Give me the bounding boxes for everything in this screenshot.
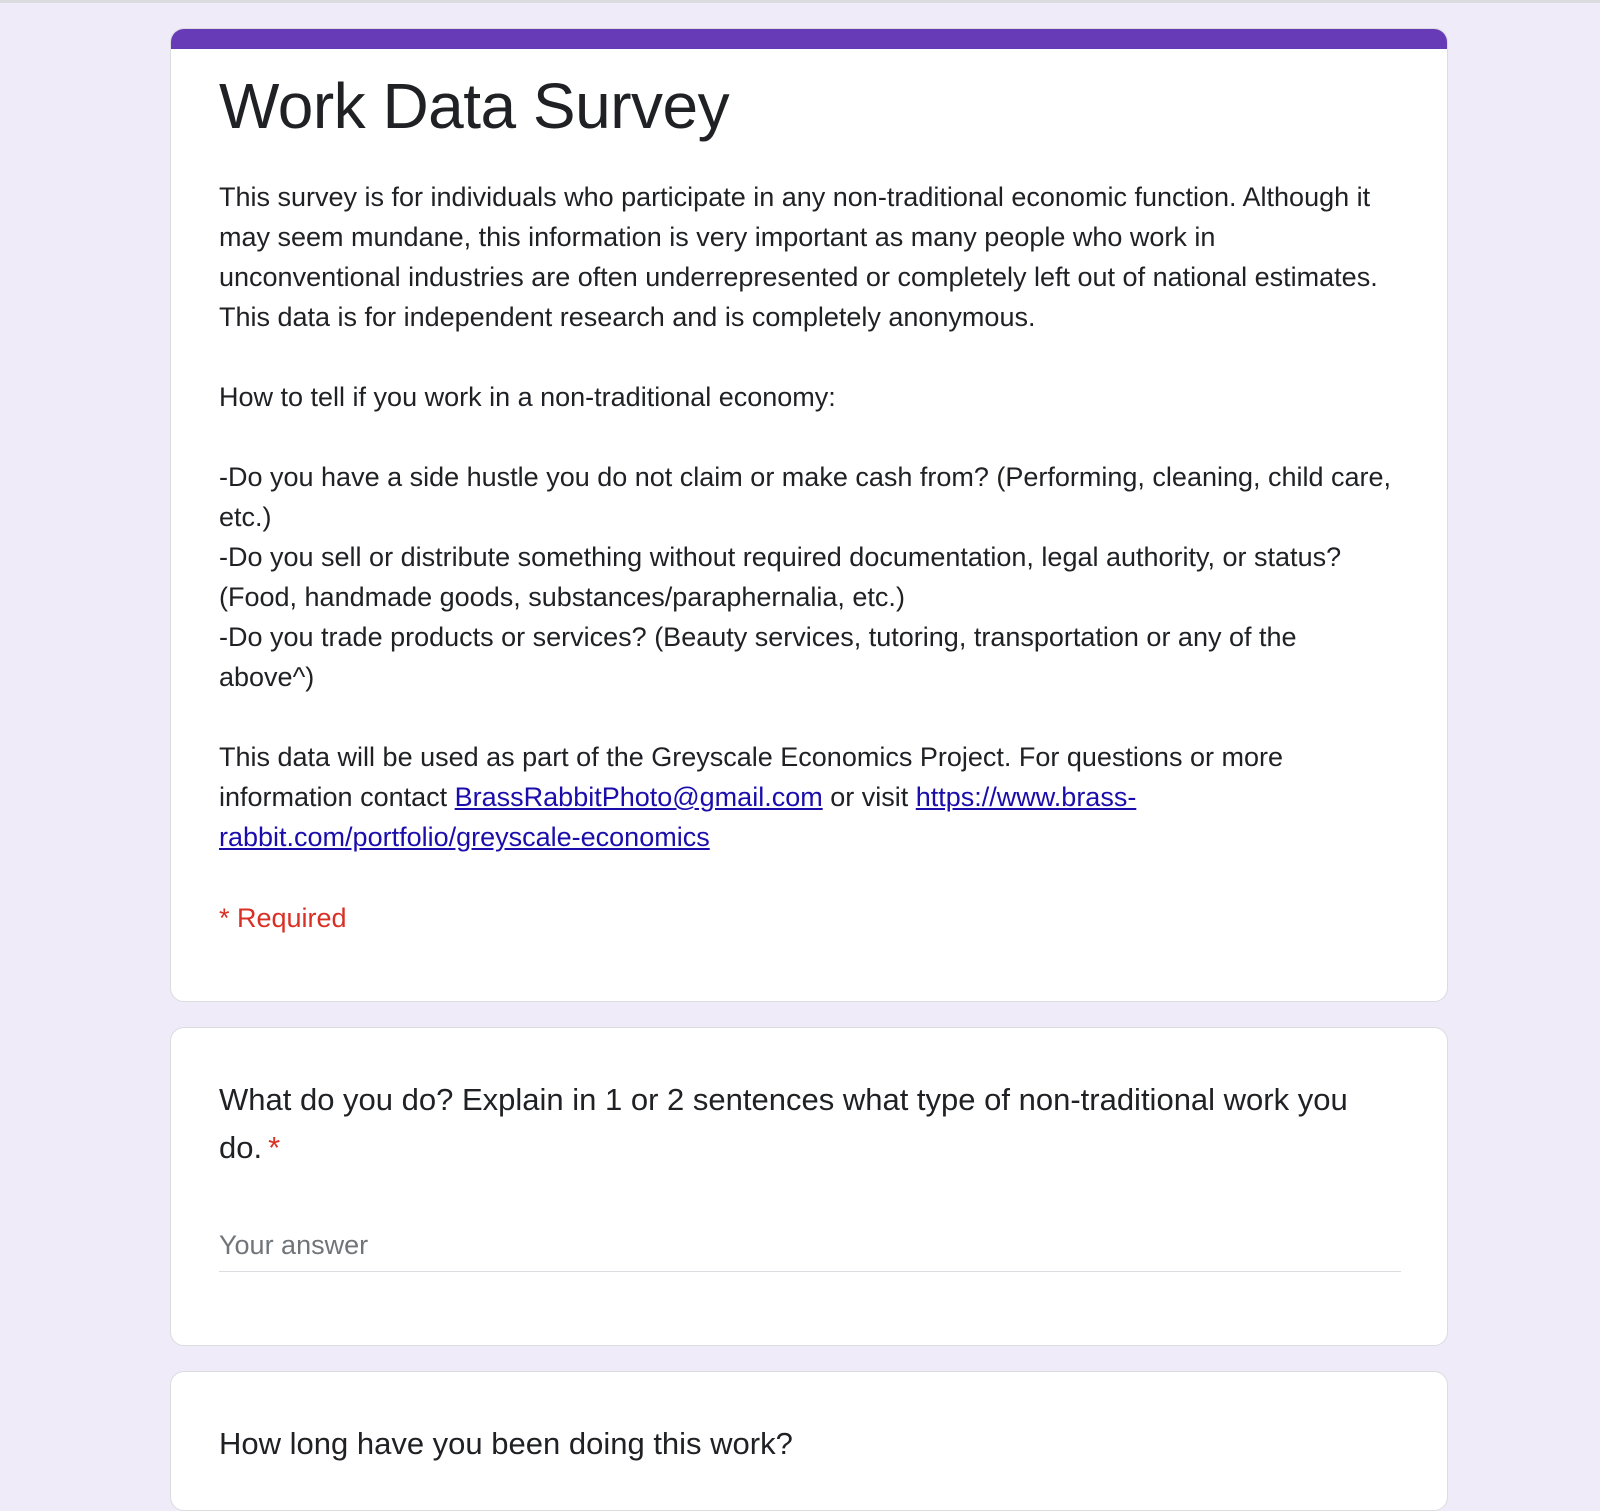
- description-intro: This survey is for individuals who participate in any non-traditional economic function. Although it may seem mundane, this information is very important as many people who work in unconventional industries are often underrepresented or completely left out of national estimates. This data is for independent research and is completely anonymous.: [219, 182, 1378, 332]
- form-description: [219, 177, 1399, 857]
- top-divider: [0, 0, 1600, 3]
- project-url-link[interactable]: https://www.brass-rabbit.com/portfolio/greyscale-economics: [219, 782, 1137, 852]
- question-card-what-do-you-do: [170, 1027, 1448, 1346]
- form-title: Work Data Survey: [219, 70, 730, 142]
- form-header-card: [170, 28, 1448, 1002]
- description-bullet: -Do you trade products or services? (Beauty services, tutoring, transportation or any of the above^): [219, 622, 1297, 692]
- required-asterisk: *: [268, 1130, 281, 1165]
- description-bullet: -Do you have a side hustle you do not claim or make cash from? (Performing, cleaning, child care, etc.): [219, 462, 1392, 532]
- description-contact: [219, 737, 1399, 857]
- question-card-how-long: [170, 1371, 1448, 1511]
- answer-input[interactable]: [219, 1224, 1401, 1272]
- description-howto: How to tell if you work in a non-traditional economy:: [219, 382, 836, 412]
- header-accent-bar: [171, 29, 1447, 49]
- question-title: How long have you been doing this work?: [219, 1426, 793, 1461]
- email-link[interactable]: BrassRabbitPhoto@gmail.com: [454, 782, 823, 812]
- contact-middle: or visit: [830, 782, 909, 812]
- question-title: What do you do? Explain in 1 or 2 sentences what type of non-traditional work you do. *: [219, 1082, 1348, 1165]
- required-note: * Required: [219, 903, 347, 933]
- description-bullet: -Do you sell or distribute something without required documentation, legal authority, or status? (Food, handmade goods, substances/paraphernalia, etc.): [219, 542, 1342, 612]
- contact-prefix: This data will be used as part of the Greyscale Economics Project. For questions or more information contact: [219, 742, 1283, 812]
